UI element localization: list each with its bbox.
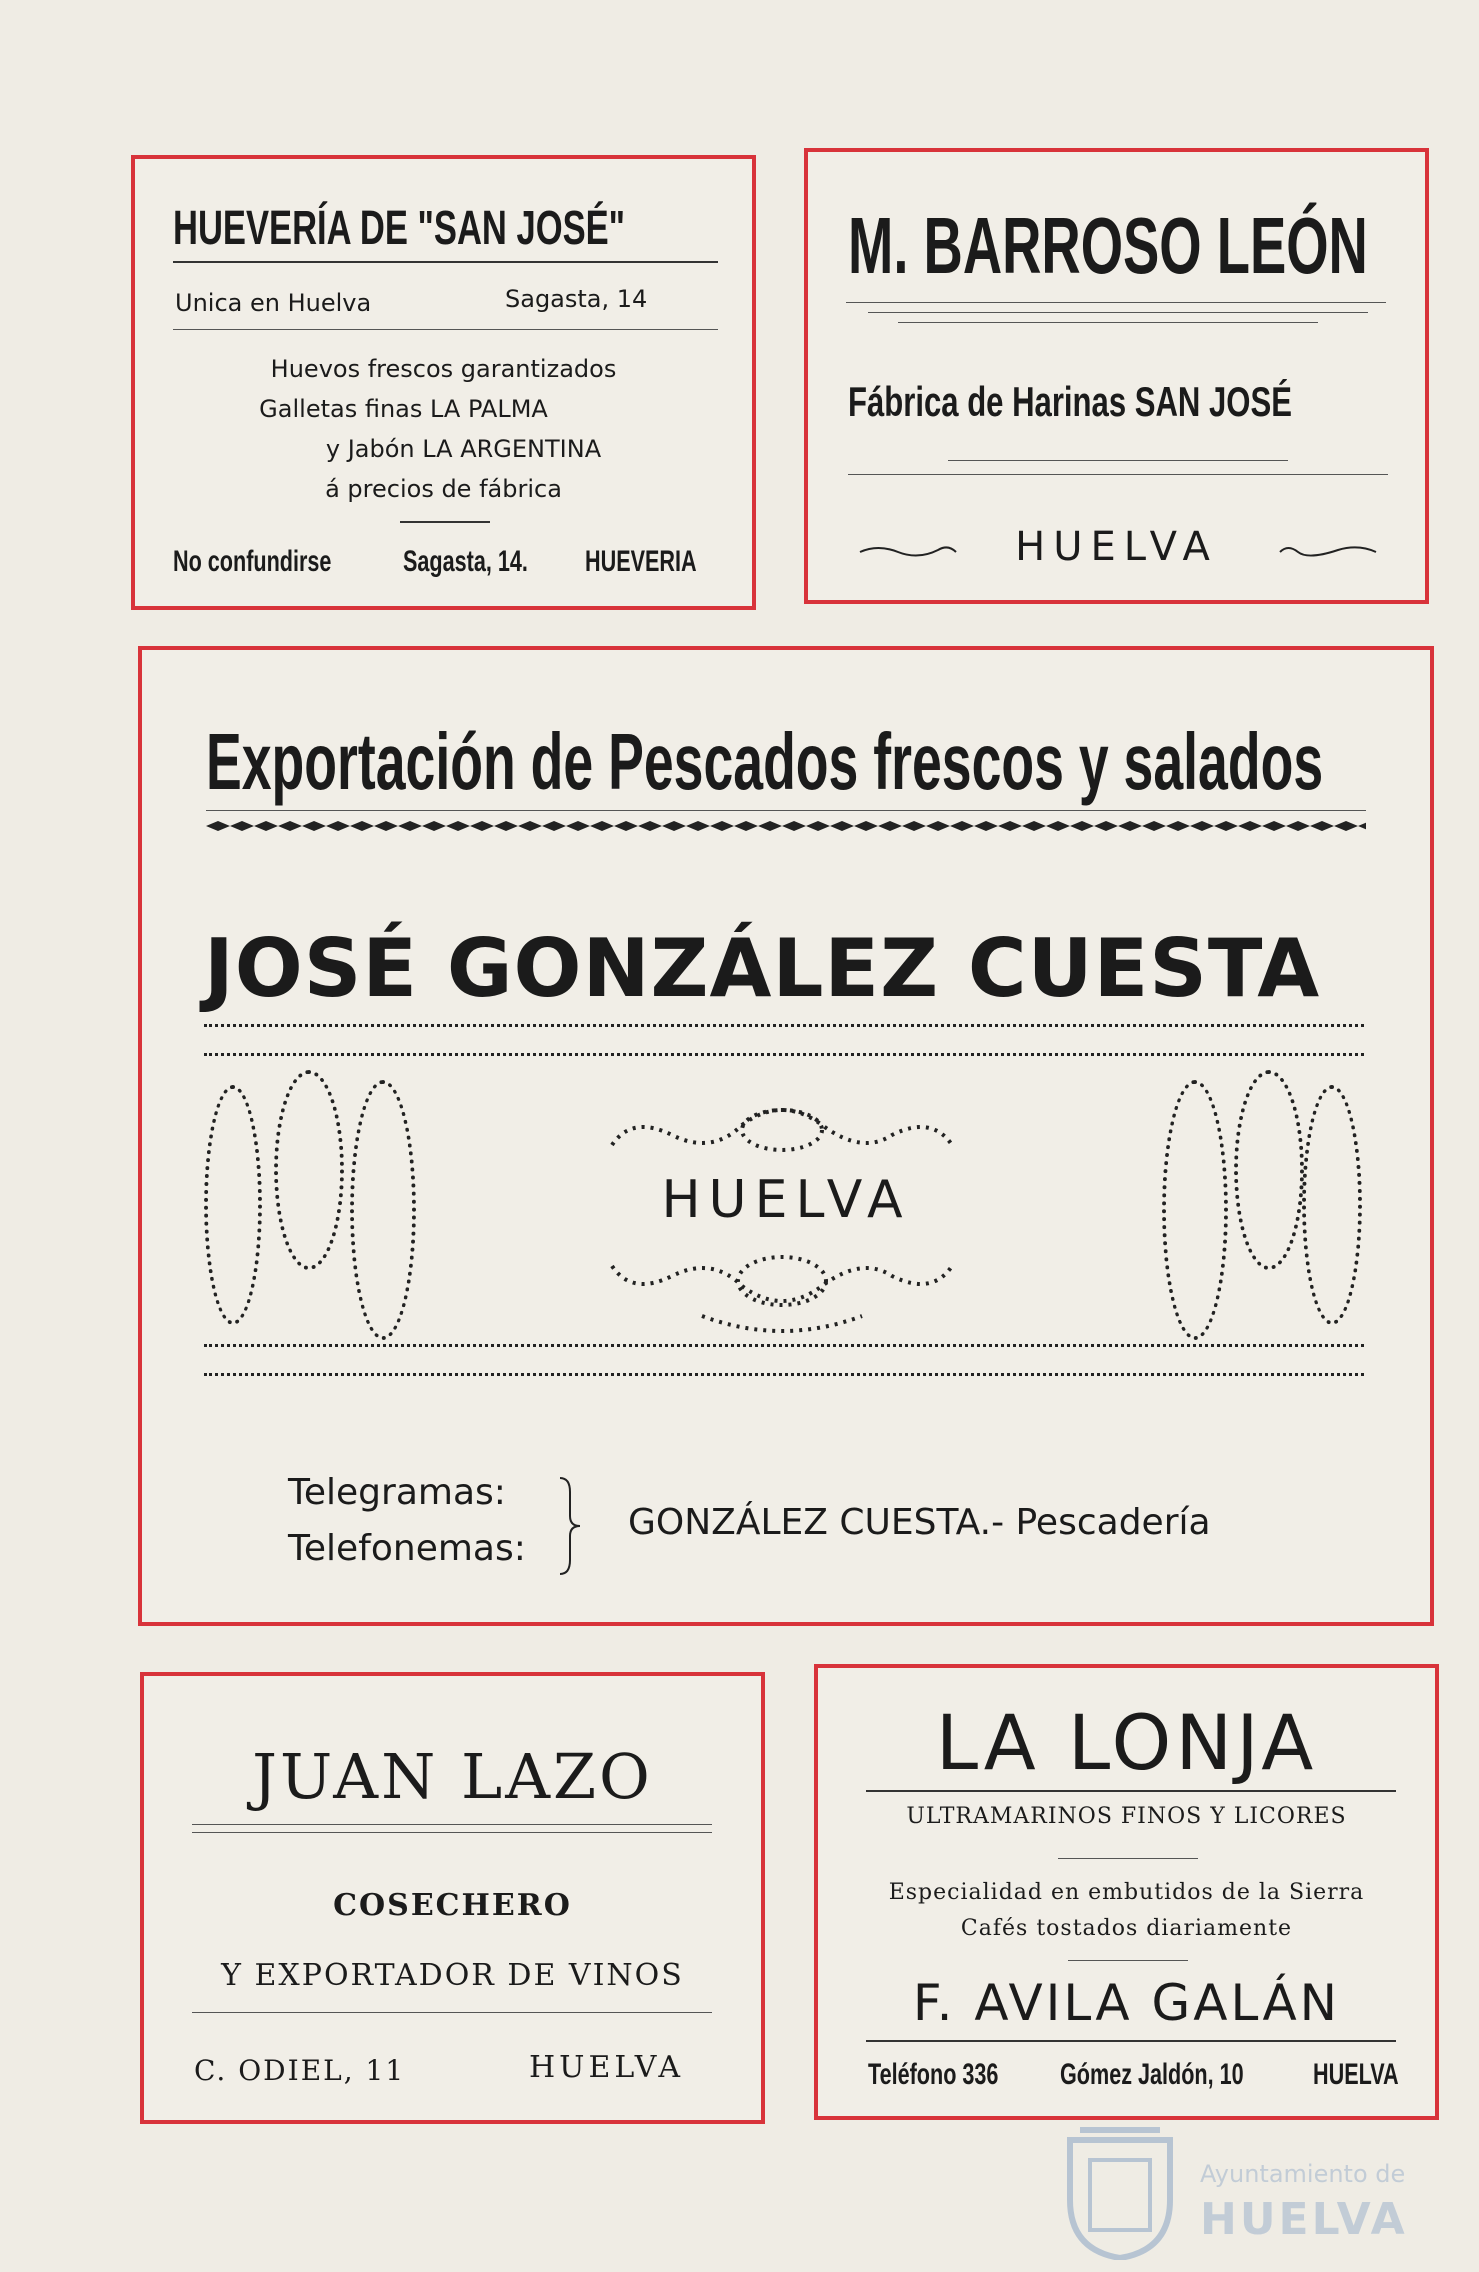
lonja-subtitle: ULTRAMARINOS FINOS Y LICORES	[906, 1804, 1347, 1829]
hueveria-line: á precios de fábrica	[325, 475, 562, 503]
ad-hueveria	[131, 155, 756, 610]
scroll-ornament-bottom-icon	[592, 1236, 972, 1336]
flourish-right-icon	[1278, 540, 1378, 564]
ad-gonzalez-cuesta	[138, 646, 1434, 1626]
lazo-name: JUAN LAZO	[252, 1740, 653, 1813]
scroll-ornament-top-icon	[592, 1075, 972, 1165]
divider	[898, 322, 1318, 323]
ornament-divider	[400, 521, 490, 523]
gonzalez-name: JOSÉ GONZÁLEZ CUESTA	[204, 922, 1321, 1015]
ad-la-lonja	[814, 1664, 1439, 2120]
hueveria-footer-mid: Sagasta, 14.	[403, 545, 528, 578]
hueveria-line: y Jabón LA ARGENTINA	[325, 435, 602, 463]
telefonemas-label: Telefonemas:	[288, 1528, 526, 1569]
lonja-phone: Teléfono 336	[868, 2058, 999, 2091]
hueveria-footer-left: No confundirse	[173, 545, 332, 578]
divider	[206, 810, 1366, 811]
divider	[173, 329, 718, 330]
hueveria-left-line: Unica en Huelva	[175, 289, 372, 317]
hueveria-address: Sagasta, 14	[505, 285, 648, 313]
ornament-divider	[1058, 1858, 1198, 1859]
ad-barroso-leon	[804, 148, 1429, 604]
divider	[866, 2040, 1396, 2042]
divider	[868, 312, 1368, 313]
divider	[192, 2012, 712, 2013]
lonja-title: LA LONJA	[935, 1698, 1318, 1787]
dotted-band-bottom	[204, 1344, 1364, 1376]
gonzalez-contact: GONZÁLEZ CUESTA.- Pescadería	[628, 1502, 1211, 1543]
hueveria-footer-right: HUEVERIA	[585, 545, 697, 578]
chain-ornament-icon	[206, 818, 1366, 834]
lonja-line1: Especialidad en embutidos de la Sierra	[888, 1880, 1365, 1905]
watermark-line2: HUELVA	[1200, 2194, 1408, 2245]
divider	[848, 474, 1388, 475]
hueveria-line: Galletas finas LA PALMA	[259, 395, 548, 423]
gonzalez-city: HUELVA	[661, 1170, 911, 1230]
telegramas-label: Telegramas:	[288, 1472, 506, 1513]
divider	[948, 460, 1288, 461]
lazo-line2: Y EXPORTADOR DE VINOS	[221, 1958, 684, 1993]
barroso-subtitle: Fábrica de Harinas SAN JOSÉ	[848, 378, 1292, 425]
hueveria-title: HUEVERÍA DE "SAN JOSÉ"	[173, 202, 626, 255]
barroso-city: HUELVA	[1015, 524, 1218, 570]
barroso-title: M. BARROSO LEÓN	[848, 201, 1368, 290]
watermark-line1: Ayuntamiento de	[1200, 2160, 1406, 2188]
dotted-band-top	[204, 1024, 1364, 1056]
coat-of-arms-icon	[1060, 2120, 1180, 2260]
divider	[173, 261, 718, 263]
divider	[192, 1832, 712, 1833]
lazo-address: C. ODIEL, 11	[194, 2054, 406, 2087]
hueveria-line: Huevos frescos garantizados	[270, 355, 617, 383]
divider	[192, 1824, 712, 1825]
lonja-owner: F. AVILA GALÁN	[912, 1974, 1341, 2032]
lazo-city: HUELVA	[529, 2050, 685, 2085]
hueveria-lines	[135, 349, 752, 509]
divider	[846, 302, 1386, 303]
ornament-divider	[1068, 1960, 1188, 1961]
ayuntamiento-watermark	[1060, 2120, 1408, 2260]
ad-juan-lazo	[140, 1672, 765, 2124]
lonja-line2: Cafés tostados diariamente	[960, 1916, 1293, 1941]
lonja-city: HUELVA	[1313, 2058, 1399, 2091]
divider	[866, 1790, 1396, 1792]
brace-icon	[554, 1476, 584, 1576]
lazo-line1: COSECHERO	[333, 1888, 572, 1923]
gonzalez-headline: Exportación de Pescados frescos y salados	[206, 717, 1324, 806]
lonja-address: Gómez Jaldón, 10	[1060, 2058, 1244, 2091]
flourish-left-icon	[858, 540, 958, 564]
